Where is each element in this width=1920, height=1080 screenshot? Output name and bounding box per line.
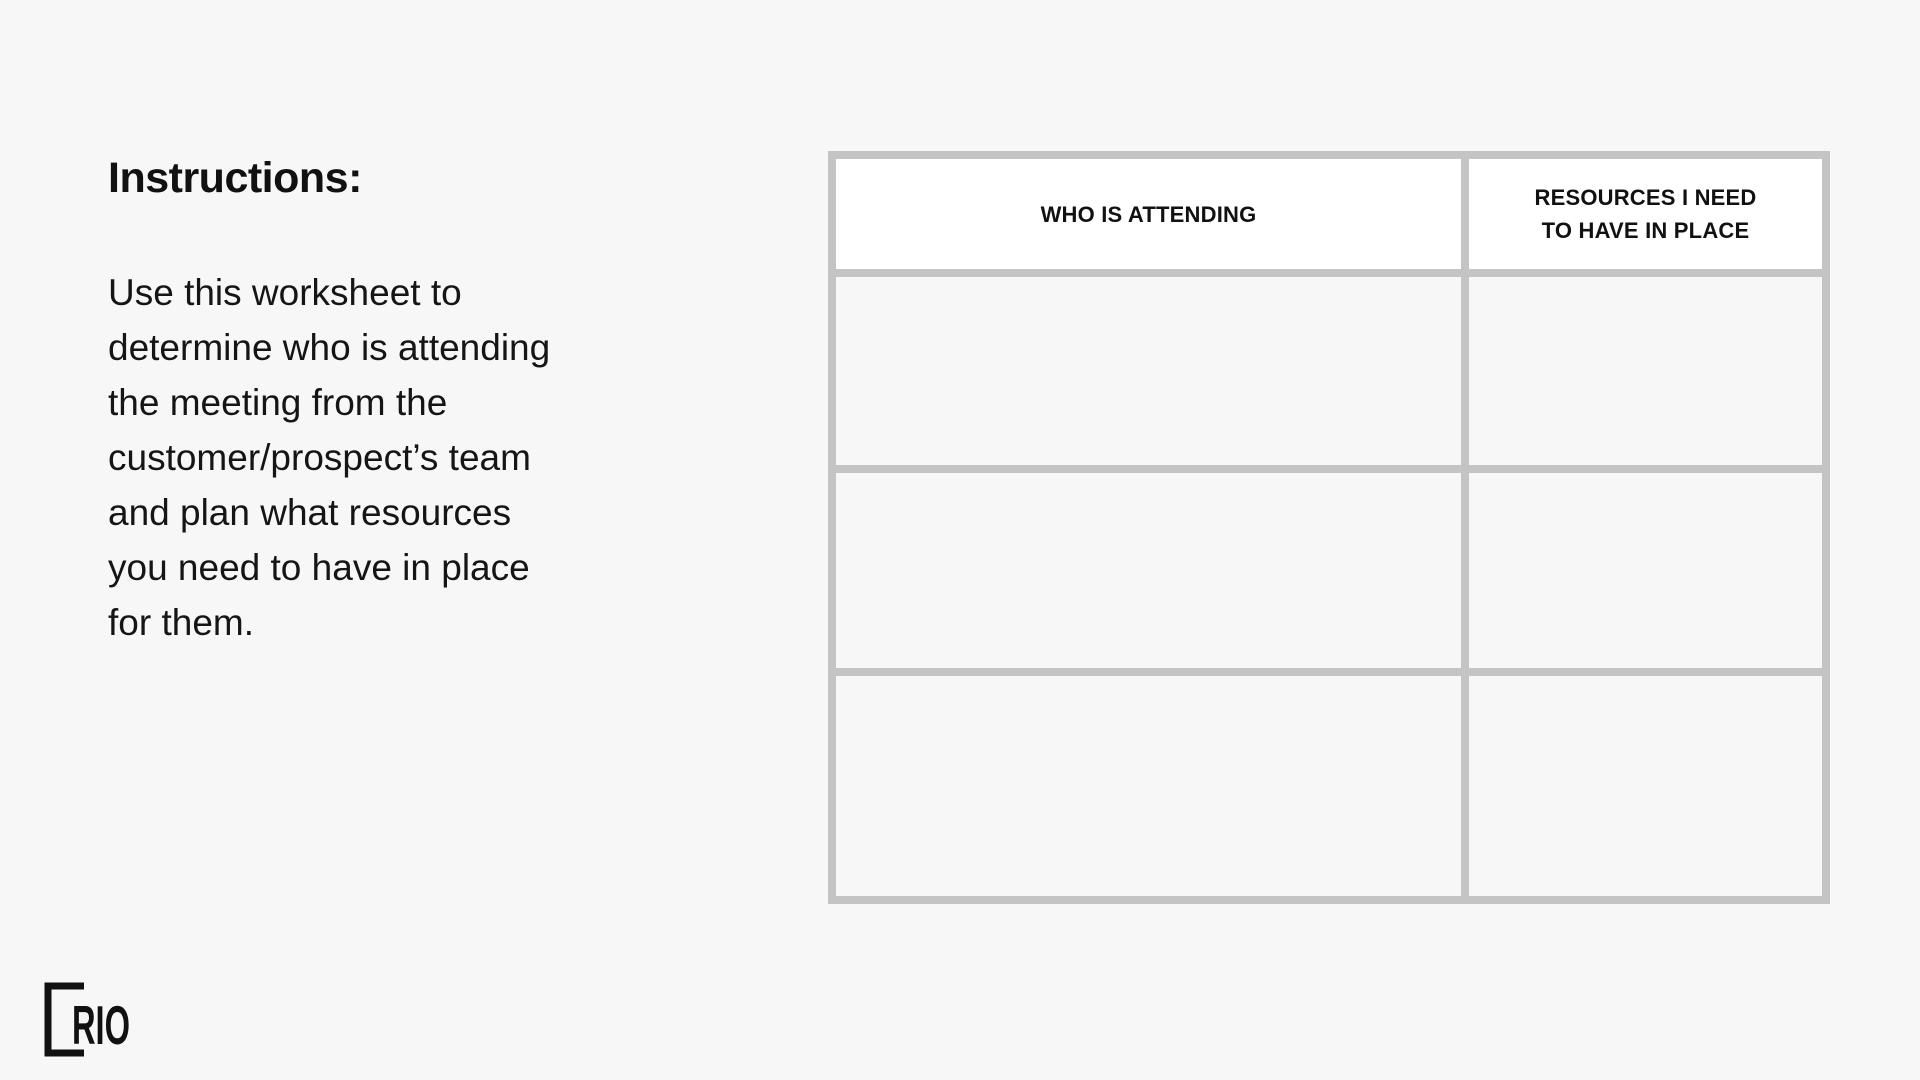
attendee-cell[interactable] [832,469,1465,672]
column-header-resources: RESOURCES I NEED TO HAVE IN PLACE [1465,155,1826,273]
worksheet-table [828,151,1830,904]
attendee-cell[interactable] [832,672,1465,900]
rio-logo [44,982,132,1057]
resource-cell[interactable] [1465,469,1826,672]
attendee-cell[interactable] [832,273,1465,469]
logo-text: RIO [72,994,130,1056]
resource-cell[interactable] [1465,273,1826,469]
table-header-row [832,155,1826,273]
instructions-body: Use this worksheet to determine who is attending the meeting from the customer/prospect’s team and plan what resources you need to have in place for them. [108,272,551,643]
table-row [832,672,1826,900]
table-row [832,469,1826,672]
column-header-who-is-attending: WHO IS ATTENDING [832,155,1465,273]
table-row [832,273,1826,469]
resource-cell[interactable] [1465,672,1826,900]
instructions-title: Instructions: [108,154,362,202]
